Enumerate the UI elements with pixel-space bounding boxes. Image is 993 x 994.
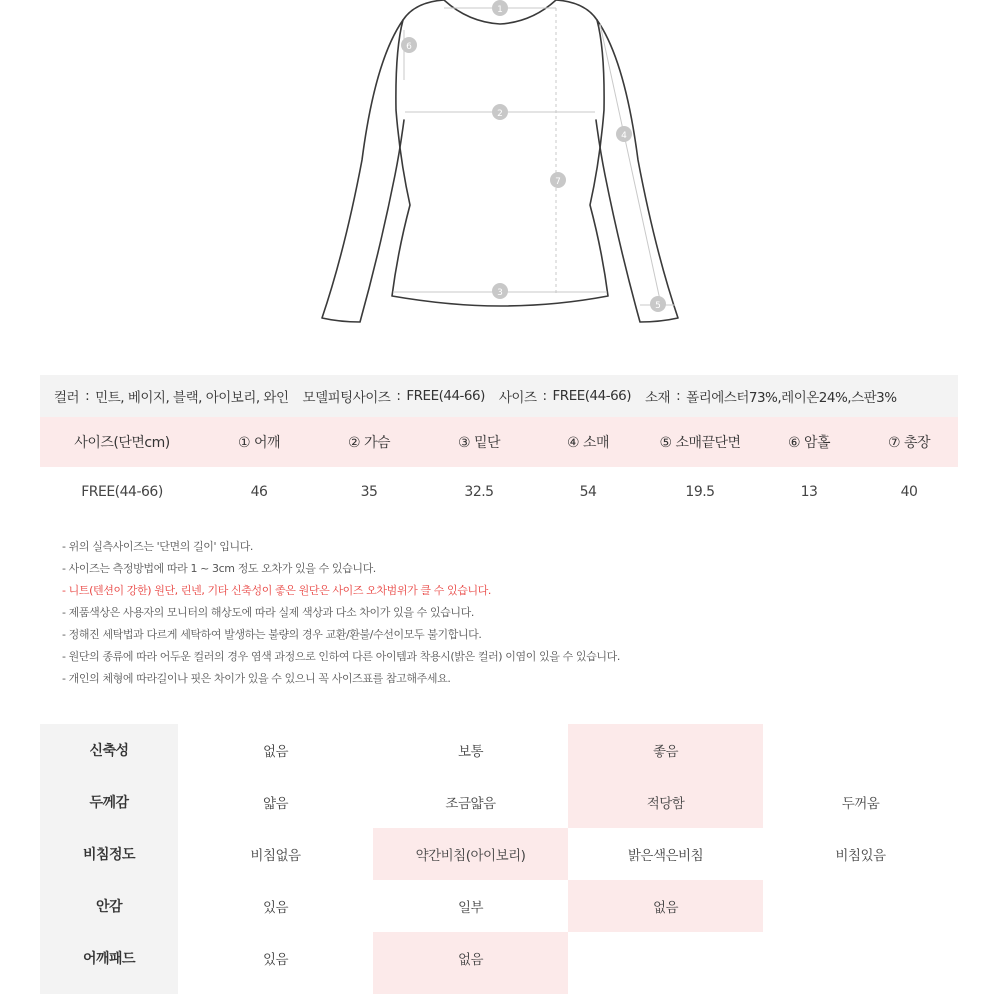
garment-outline bbox=[322, 0, 678, 322]
attr-option-selected: 없음 bbox=[568, 880, 763, 932]
attr-option: 비침없음 bbox=[250, 848, 301, 864]
svg-text:6: 6 bbox=[406, 42, 412, 52]
color-separator: : bbox=[85, 388, 90, 404]
table-row bbox=[40, 467, 958, 517]
note-item: - 원단의 종류에 따라 어두운 컬러의 경우 염색 과정으로 인하여 다른 아이템과 착용시(밝은 컬러) 이염이 있을 수 있습니다. bbox=[62, 650, 620, 663]
note-item: - 제품색상은 사용자의 모니터의 해상도에 따라 실제 색상과 다소 차이가 있을 수 있습니다. bbox=[62, 606, 474, 619]
marker-5 bbox=[650, 296, 666, 312]
attr-option bbox=[568, 932, 763, 984]
note-item-warning: - 니트(텐션이 강한) 원단, 린넨, 기타 신축성이 좋은 원단은 사이즈 오차범위가 클 수 있습니다. bbox=[62, 584, 492, 597]
attr-option: 있음 bbox=[262, 900, 289, 916]
header-chest: ② 가슴 bbox=[347, 435, 391, 451]
product-info-bar bbox=[40, 375, 958, 417]
note-item: - 정해진 세탁법과 다르게 세탁하여 발생하는 불량의 경우 교환/환불/수선이모두 불기합니다. bbox=[62, 628, 482, 641]
size-table-header bbox=[40, 417, 958, 467]
color-value: 민트, 베이지, 블랙, 아이보리, 와인 bbox=[95, 390, 289, 406]
marker-6 bbox=[401, 37, 417, 53]
marker-1 bbox=[492, 0, 508, 16]
cell-length: 40 bbox=[900, 484, 918, 500]
cell-cuff: 19.5 bbox=[685, 484, 715, 500]
header-shoulder: ① 어깨 bbox=[237, 435, 281, 451]
cell-chest: 35 bbox=[360, 484, 378, 500]
model-size-separator: : bbox=[396, 388, 401, 404]
attr-option-selected: 적당함 bbox=[568, 776, 763, 828]
attr-option bbox=[763, 932, 958, 984]
cell-size: FREE(44-66) bbox=[81, 484, 163, 500]
marker-7 bbox=[550, 172, 566, 188]
note-item: - 개인의 체형에 따라길이나 핏은 차이가 있을 수 있으니 꼭 사이즈표를 참고해주세요. bbox=[62, 672, 451, 685]
attr-option-selected: 좋음 bbox=[568, 724, 763, 776]
svg-text:5: 5 bbox=[655, 301, 661, 311]
attr-option: 없음 bbox=[262, 744, 289, 760]
fabric-attribute-table bbox=[40, 724, 958, 994]
svg-text:7: 7 bbox=[555, 177, 561, 187]
attr-option: 있음 bbox=[262, 952, 289, 968]
attr-option: 조금얇음 bbox=[445, 796, 496, 812]
attr-label: 안감 bbox=[40, 880, 178, 932]
attr-label: 두께감 bbox=[40, 776, 178, 828]
color-label: 컬러 bbox=[54, 390, 80, 406]
attr-option: 보통 bbox=[457, 744, 484, 760]
cell-hem: 32.5 bbox=[464, 484, 494, 500]
marker-2 bbox=[492, 104, 508, 120]
material-separator: : bbox=[676, 388, 681, 404]
attr-option: 두꺼움 bbox=[841, 796, 880, 812]
attr-label: 비침정도 bbox=[40, 828, 178, 880]
size-table bbox=[40, 417, 958, 517]
attr-option: 일부 bbox=[457, 900, 484, 916]
cell-armhole: 13 bbox=[800, 484, 818, 500]
attr-row-sheerness bbox=[40, 828, 958, 880]
attr-label: 어깨패드 bbox=[40, 932, 178, 984]
attr-row-lining bbox=[40, 880, 958, 932]
cell-shoulder: 46 bbox=[250, 484, 268, 500]
size-value: FREE(44-66) bbox=[552, 388, 632, 404]
note-item: - 위의 실측사이즈는 '단면의 길이' 입니다. bbox=[62, 540, 254, 553]
cell-sleeve: 54 bbox=[579, 484, 597, 500]
attr-row-stretch bbox=[40, 724, 958, 776]
header-length: ⑦ 총장 bbox=[887, 435, 931, 451]
marker-3 bbox=[492, 283, 508, 299]
size-separator: : bbox=[542, 388, 547, 404]
attr-option bbox=[763, 724, 958, 776]
size-notes bbox=[62, 536, 942, 690]
material-label: 소재 bbox=[645, 390, 671, 406]
header-cuff: ⑤ 소매끝단면 bbox=[659, 435, 741, 451]
model-size-value: FREE(44-66) bbox=[406, 388, 485, 404]
svg-text:4: 4 bbox=[621, 131, 627, 141]
svg-text:3: 3 bbox=[497, 288, 503, 298]
header-hem: ③ 밑단 bbox=[457, 435, 501, 451]
garment-measurement-diagram bbox=[0, 0, 993, 360]
attr-row-shoulder-pad bbox=[40, 932, 958, 984]
attr-option-selected: 약간비침(아이보리) bbox=[373, 828, 568, 880]
attr-option: 얇음 bbox=[262, 796, 289, 812]
attr-label: 신축성 bbox=[40, 724, 178, 776]
size-label: 사이즈 bbox=[498, 390, 537, 406]
svg-text:1: 1 bbox=[497, 5, 503, 15]
measurement-lines bbox=[393, 8, 675, 305]
attr-row-thickness bbox=[40, 776, 958, 828]
header-sleeve: ④ 소매 bbox=[566, 435, 610, 451]
model-size-label: 모델피팅사이즈 bbox=[302, 390, 391, 406]
marker-4 bbox=[616, 126, 632, 142]
attr-option-selected: 없음 bbox=[373, 932, 568, 984]
material-value: 폴리에스터73%,레이온24%,스판3% bbox=[686, 390, 897, 406]
attr-option: 밝은색은비침 bbox=[627, 848, 704, 864]
attr-option bbox=[763, 880, 958, 932]
attr-option: 비침있음 bbox=[835, 848, 886, 864]
header-armhole: ⑥ 암홀 bbox=[787, 435, 831, 451]
svg-text:2: 2 bbox=[497, 109, 503, 119]
header-size: 사이즈(단면cm) bbox=[74, 435, 170, 451]
note-item: - 사이즈는 측정방법에 따라 1 ~ 3cm 정도 오차가 있을 수 있습니다. bbox=[62, 562, 376, 575]
